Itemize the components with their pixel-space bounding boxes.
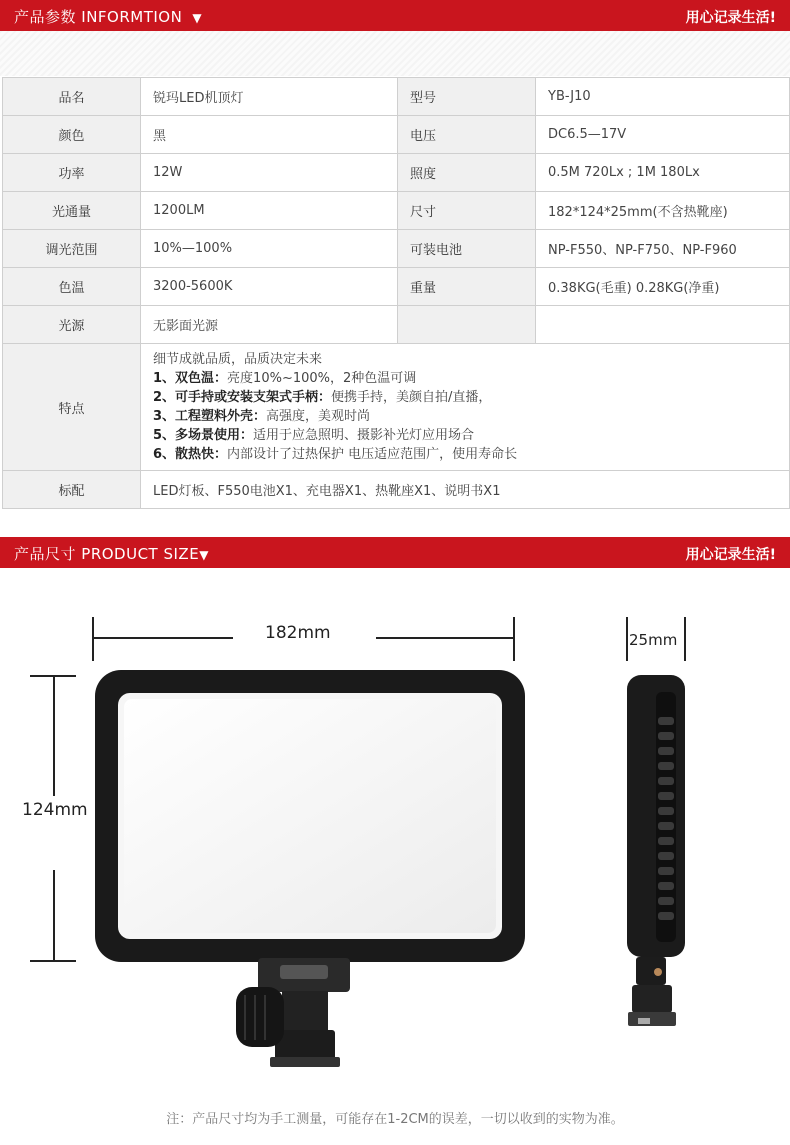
feature-text: 高强度，美观时尚: [266, 409, 371, 424]
spec-value: 黑: [141, 116, 398, 154]
info-banner-title: 产品参数 INFORMTION: [14, 8, 183, 26]
table-row: [3, 306, 790, 344]
dim-tick: [30, 960, 76, 962]
spec-key: 品名: [3, 78, 141, 116]
spec-value: 12W: [141, 154, 398, 192]
size-banner-title: 产品尺寸 PRODUCT SIZE: [14, 545, 200, 563]
dim-line: [53, 676, 55, 796]
feature-head: 6、散热快：: [153, 447, 228, 462]
size-banner-slogan: 用心记录生活!: [685, 547, 776, 563]
accessories-label: 标配: [3, 471, 141, 509]
info-banner-slogan: 用心记录生活!: [685, 10, 776, 26]
dim-line: [376, 637, 514, 639]
spec-value: 无影面光源: [141, 306, 398, 344]
depth-label: 25mm: [629, 631, 678, 649]
height-label: 124mm: [22, 800, 88, 820]
table-row: [3, 78, 790, 116]
spec-key: 电压: [398, 116, 536, 154]
feature-head: 3、工程塑料外壳：: [153, 409, 267, 424]
spec-key: [398, 306, 536, 344]
spec-value: [536, 306, 790, 344]
info-banner: [0, 0, 790, 31]
spec-value: DC6.5—17V: [536, 116, 790, 154]
features-cell: [141, 344, 790, 471]
spec-key: 型号: [398, 78, 536, 116]
size-banner-title-wrap: [14, 543, 209, 564]
spec-value: NP-F550、NP-F750、NP-F960: [536, 230, 790, 268]
table-row: [3, 192, 790, 230]
feature-head: 2、可手持或安装支架式手柄：: [153, 390, 332, 405]
dim-tick: [684, 617, 686, 661]
feature-text: 适用于应急照明、摄影补光灯应用场合: [253, 428, 475, 443]
spec-value: 0.38KG(毛重) 0.28KG(净重): [536, 268, 790, 306]
dim-line: [53, 870, 55, 960]
table-row: [3, 116, 790, 154]
features-intro: 细节成就品质，品质决定未来: [153, 352, 323, 367]
dim-tick: [513, 617, 515, 661]
feature-head: 5、多场景使用：: [153, 428, 254, 443]
spec-value: 0.5M 720Lx ; 1M 180Lx: [536, 154, 790, 192]
spec-value: 1200LM: [141, 192, 398, 230]
feature-text: 便携手持，美颜自拍/直播，: [331, 390, 492, 405]
feature-item: [153, 426, 777, 445]
dim-tick: [626, 617, 628, 661]
spec-value: 锐玛LED机顶灯: [141, 78, 398, 116]
spec-key: 功率: [3, 154, 141, 192]
spec-key: 颜色: [3, 116, 141, 154]
feature-item: [153, 407, 777, 426]
feature-item: [153, 388, 777, 407]
table-row: [3, 268, 790, 306]
spec-key: 调光范围: [3, 230, 141, 268]
feature-text: 内部设计了过热保护 电压适应范围广，使用寿命长: [227, 447, 518, 462]
spec-value: 182*124*25mm(不含热靴座): [536, 192, 790, 230]
spec-value: 3200-5600K: [141, 268, 398, 306]
accessories-row: [3, 471, 790, 509]
spec-value: YB-J10: [536, 78, 790, 116]
spec-key: 色温: [3, 268, 141, 306]
feature-item: [153, 445, 777, 464]
feature-item: [153, 369, 777, 388]
info-banner-title-wrap: [14, 6, 202, 27]
spec-key: 照度: [398, 154, 536, 192]
led-panel-side-image: [620, 672, 700, 1042]
triangle-down-icon: ▼: [199, 548, 209, 562]
spec-key: 可装电池: [398, 230, 536, 268]
size-banner: [0, 537, 790, 568]
spec-key: 尺寸: [398, 192, 536, 230]
size-note: 注：产品尺寸均为手工测量，可能存在1-2CM的误差，一切以收到的实物为准。: [166, 1112, 624, 1127]
spec-key: 光源: [3, 306, 141, 344]
stripe-divider: [0, 31, 790, 76]
features-row: [3, 344, 790, 471]
dim-line: [93, 637, 233, 639]
feature-text: 亮度10%~100%，2种色温可调: [227, 371, 417, 386]
width-label: 182mm: [265, 623, 331, 643]
feature-head: 1、双色温：: [153, 371, 228, 386]
dim-tick: [92, 617, 94, 661]
spec-key: 光通量: [3, 192, 141, 230]
spec-value: 10%—100%: [141, 230, 398, 268]
spec-table: [2, 77, 790, 509]
triangle-down-icon: ▼: [192, 11, 203, 25]
table-row: [3, 154, 790, 192]
spec-key: 重量: [398, 268, 536, 306]
accessories-value: LED灯板、F550电池X1、充电器X1、热靴座X1、说明书X1: [141, 471, 790, 509]
features-label: 特点: [3, 344, 141, 471]
table-row: [3, 230, 790, 268]
led-panel-front-image: [90, 665, 530, 1075]
